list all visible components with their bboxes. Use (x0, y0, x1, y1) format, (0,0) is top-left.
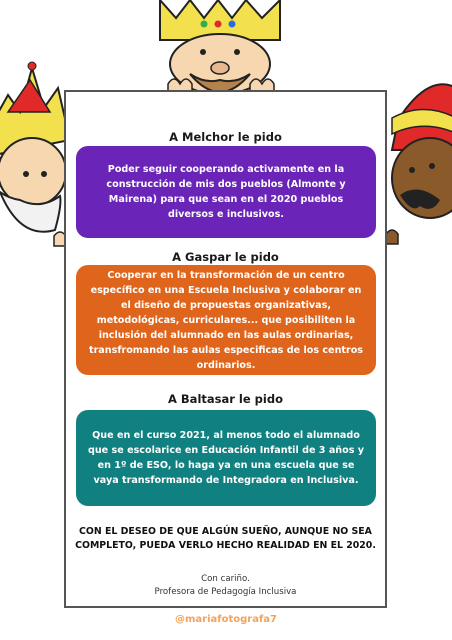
gaspar-king-icon (160, 0, 280, 94)
baltasar-wish-text: Que en el curso 2021, al menos todo el alumnado que se escolarice en Educación Infantil de 3 años y en 1º de ESO, lo haga ya en una escuela que se vaya transformando de Integradora en Inclusiva. (87, 430, 365, 486)
signoff-line2: Profesora de Pedagogía Inclusiva (154, 587, 297, 597)
gaspar-wish-box (76, 265, 376, 375)
baltasar-king-icon (386, 84, 452, 244)
gaspar-heading: A Gaspar le pido (172, 250, 279, 264)
melchor-king-icon (0, 62, 70, 246)
melchor-wish-text: Poder seguir cooperando activamente en la construcción de mis dos pueblos (Almonte y Mairena) para que sean en el 2020 pueblos diversos e inclusivos. (106, 164, 346, 220)
closing-text: CON EL DESEO DE QUE ALGÚN SUEÑO, AUNQUE NO SEA COMPLETO, PUEDA VERLO HECHO REALIDAD EN EL 2020. (75, 526, 376, 551)
gaspar-wish-text: Cooperar en la transformación de un centro específico en una Escuela Inclusiva y colaborar en el diseño de propuestas organizativas, metodológicas, curriculares... que posibiliten la inclusión del alumnado en las aulas ordinarias, transfromando las aulas especificas de los centros ordinarios. (88, 269, 364, 371)
baltasar-heading: A Baltasar le pido (168, 392, 283, 406)
melchor-wish-box (76, 146, 376, 238)
baltasar-wish-box (76, 410, 376, 506)
melchor-heading: A Melchor le pido (169, 130, 282, 144)
credit-handle: @mariafotografa7 (174, 614, 278, 625)
signoff-line1: Con cariño. (201, 574, 250, 584)
